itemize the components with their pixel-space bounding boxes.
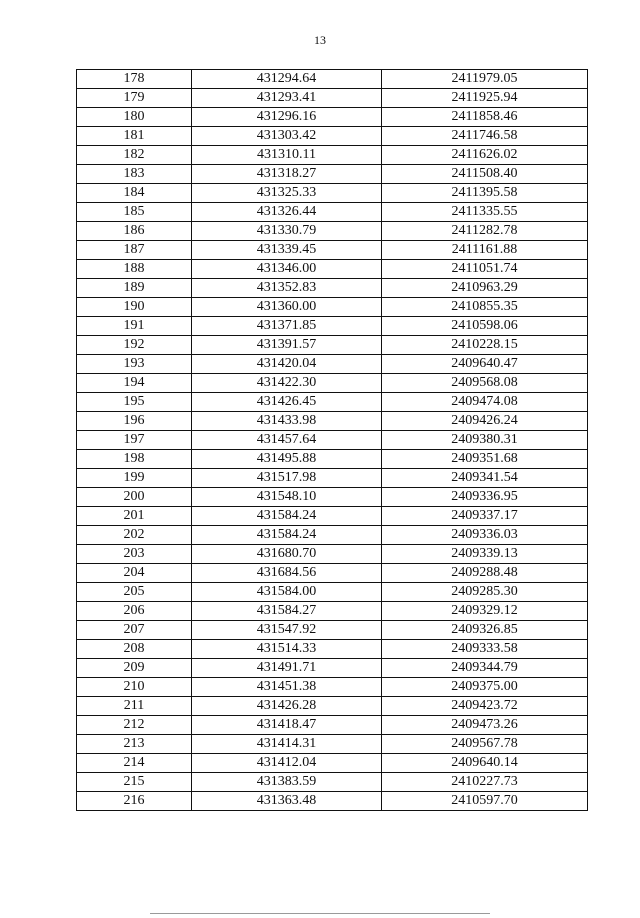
point-number-cell: 180: [77, 108, 192, 127]
table-row: [77, 754, 588, 773]
x-coordinate-cell: 431422.30: [192, 374, 382, 393]
y-coordinate-cell: 2409333.58: [382, 640, 588, 659]
point-number-cell: 214: [77, 754, 192, 773]
x-coordinate-cell: 431547.92: [192, 621, 382, 640]
point-number-cell: 209: [77, 659, 192, 678]
x-coordinate-cell: 431684.56: [192, 564, 382, 583]
x-coordinate-cell: 431433.98: [192, 412, 382, 431]
y-coordinate-cell: 2409336.95: [382, 488, 588, 507]
x-coordinate-cell: 431296.16: [192, 108, 382, 127]
y-coordinate-cell: 2409351.68: [382, 450, 588, 469]
table-row: [77, 412, 588, 431]
point-number-cell: 185: [77, 203, 192, 222]
table-row: [77, 89, 588, 108]
x-coordinate-cell: 431346.00: [192, 260, 382, 279]
x-coordinate-cell: 431418.47: [192, 716, 382, 735]
point-number-cell: 216: [77, 792, 192, 811]
point-number-cell: 194: [77, 374, 192, 393]
point-number-cell: 196: [77, 412, 192, 431]
y-coordinate-cell: 2409473.26: [382, 716, 588, 735]
point-number-cell: 183: [77, 165, 192, 184]
x-coordinate-cell: 431548.10: [192, 488, 382, 507]
y-coordinate-cell: 2411395.58: [382, 184, 588, 203]
x-coordinate-cell: 431584.24: [192, 526, 382, 545]
x-coordinate-cell: 431310.11: [192, 146, 382, 165]
y-coordinate-cell: 2409568.08: [382, 374, 588, 393]
point-number-cell: 187: [77, 241, 192, 260]
table-row: [77, 621, 588, 640]
point-number-cell: 192: [77, 336, 192, 355]
table-row: [77, 317, 588, 336]
point-number-cell: 195: [77, 393, 192, 412]
x-coordinate-cell: 431584.24: [192, 507, 382, 526]
x-coordinate-cell: 431514.33: [192, 640, 382, 659]
table-row: [77, 336, 588, 355]
table-row: [77, 127, 588, 146]
table-row: [77, 146, 588, 165]
point-number-cell: 202: [77, 526, 192, 545]
x-coordinate-cell: 431680.70: [192, 545, 382, 564]
y-coordinate-cell: 2409640.47: [382, 355, 588, 374]
table-row: [77, 298, 588, 317]
point-number-cell: 199: [77, 469, 192, 488]
bottom-rule: [150, 913, 490, 914]
table-row: [77, 184, 588, 203]
point-number-cell: 207: [77, 621, 192, 640]
x-coordinate-cell: 431325.33: [192, 184, 382, 203]
point-number-cell: 205: [77, 583, 192, 602]
coordinate-table-body: [77, 70, 588, 811]
point-number-cell: 201: [77, 507, 192, 526]
y-coordinate-cell: 2409341.54: [382, 469, 588, 488]
y-coordinate-cell: 2411161.88: [382, 241, 588, 260]
y-coordinate-cell: 2409285.30: [382, 583, 588, 602]
x-coordinate-cell: 431326.44: [192, 203, 382, 222]
x-coordinate-cell: 431491.71: [192, 659, 382, 678]
x-coordinate-cell: 431352.83: [192, 279, 382, 298]
page-number: 13: [314, 33, 326, 47]
table-row: [77, 374, 588, 393]
x-coordinate-cell: 431383.59: [192, 773, 382, 792]
y-coordinate-cell: 2409426.24: [382, 412, 588, 431]
point-number-cell: 178: [77, 70, 192, 89]
table-row: [77, 355, 588, 374]
x-coordinate-cell: 431420.04: [192, 355, 382, 374]
y-coordinate-cell: 2410227.73: [382, 773, 588, 792]
x-coordinate-cell: 431414.31: [192, 735, 382, 754]
point-number-cell: 186: [77, 222, 192, 241]
point-number-cell: 198: [77, 450, 192, 469]
y-coordinate-cell: 2409567.78: [382, 735, 588, 754]
table-row: [77, 70, 588, 89]
table-row: [77, 431, 588, 450]
point-number-cell: 204: [77, 564, 192, 583]
y-coordinate-cell: 2411858.46: [382, 108, 588, 127]
table-row: [77, 488, 588, 507]
x-coordinate-cell: 431451.38: [192, 678, 382, 697]
table-row: [77, 222, 588, 241]
y-coordinate-cell: 2411335.55: [382, 203, 588, 222]
x-coordinate-cell: 431371.85: [192, 317, 382, 336]
point-number-cell: 197: [77, 431, 192, 450]
x-coordinate-cell: 431360.00: [192, 298, 382, 317]
y-coordinate-cell: 2410228.15: [382, 336, 588, 355]
y-coordinate-cell: 2411282.78: [382, 222, 588, 241]
table-row: [77, 469, 588, 488]
point-number-cell: 206: [77, 602, 192, 621]
y-coordinate-cell: 2409375.00: [382, 678, 588, 697]
x-coordinate-cell: 431293.41: [192, 89, 382, 108]
point-number-cell: 191: [77, 317, 192, 336]
point-number-cell: 210: [77, 678, 192, 697]
table-row: [77, 279, 588, 298]
table-row: [77, 260, 588, 279]
point-number-cell: 188: [77, 260, 192, 279]
y-coordinate-cell: 2410597.70: [382, 792, 588, 811]
table-row: [77, 241, 588, 260]
table-row: [77, 659, 588, 678]
y-coordinate-cell: 2410598.06: [382, 317, 588, 336]
y-coordinate-cell: 2411626.02: [382, 146, 588, 165]
y-coordinate-cell: 2409640.14: [382, 754, 588, 773]
table-row: [77, 773, 588, 792]
x-coordinate-cell: 431412.04: [192, 754, 382, 773]
point-number-cell: 208: [77, 640, 192, 659]
x-coordinate-cell: 431517.98: [192, 469, 382, 488]
y-coordinate-cell: 2409474.08: [382, 393, 588, 412]
y-coordinate-cell: 2409380.31: [382, 431, 588, 450]
y-coordinate-cell: 2409329.12: [382, 602, 588, 621]
point-number-cell: 182: [77, 146, 192, 165]
x-coordinate-cell: 431391.57: [192, 336, 382, 355]
table-row: [77, 203, 588, 222]
table-row: [77, 450, 588, 469]
y-coordinate-cell: 2411508.40: [382, 165, 588, 184]
y-coordinate-cell: 2409336.03: [382, 526, 588, 545]
coordinate-table: [76, 69, 588, 811]
x-coordinate-cell: 431584.00: [192, 583, 382, 602]
point-number-cell: 215: [77, 773, 192, 792]
y-coordinate-cell: 2409337.17: [382, 507, 588, 526]
table-row: [77, 526, 588, 545]
x-coordinate-cell: 431303.42: [192, 127, 382, 146]
point-number-cell: 211: [77, 697, 192, 716]
x-coordinate-cell: 431318.27: [192, 165, 382, 184]
table-row: [77, 545, 588, 564]
table-row: [77, 564, 588, 583]
table-row: [77, 792, 588, 811]
y-coordinate-cell: 2411051.74: [382, 260, 588, 279]
table-row: [77, 108, 588, 127]
x-coordinate-cell: 431426.45: [192, 393, 382, 412]
point-number-cell: 213: [77, 735, 192, 754]
table-row: [77, 716, 588, 735]
y-coordinate-cell: 2411925.94: [382, 89, 588, 108]
y-coordinate-cell: 2409423.72: [382, 697, 588, 716]
point-number-cell: 181: [77, 127, 192, 146]
point-number-cell: 179: [77, 89, 192, 108]
x-coordinate-cell: 431457.64: [192, 431, 382, 450]
point-number-cell: 190: [77, 298, 192, 317]
table-row: [77, 602, 588, 621]
point-number-cell: 193: [77, 355, 192, 374]
point-number-cell: 189: [77, 279, 192, 298]
point-number-cell: 184: [77, 184, 192, 203]
y-coordinate-cell: 2409339.13: [382, 545, 588, 564]
y-coordinate-cell: 2410855.35: [382, 298, 588, 317]
x-coordinate-cell: 431426.28: [192, 697, 382, 716]
point-number-cell: 203: [77, 545, 192, 564]
y-coordinate-cell: 2411746.58: [382, 127, 588, 146]
table-row: [77, 165, 588, 184]
y-coordinate-cell: 2410963.29: [382, 279, 588, 298]
y-coordinate-cell: 2409326.85: [382, 621, 588, 640]
x-coordinate-cell: 431363.48: [192, 792, 382, 811]
y-coordinate-cell: 2411979.05: [382, 70, 588, 89]
y-coordinate-cell: 2409344.79: [382, 659, 588, 678]
y-coordinate-cell: 2409288.48: [382, 564, 588, 583]
table-row: [77, 735, 588, 754]
table-row: [77, 697, 588, 716]
table-row: [77, 583, 588, 602]
point-number-cell: 212: [77, 716, 192, 735]
x-coordinate-cell: 431294.64: [192, 70, 382, 89]
point-number-cell: 200: [77, 488, 192, 507]
table-row: [77, 507, 588, 526]
table-row: [77, 640, 588, 659]
x-coordinate-cell: 431339.45: [192, 241, 382, 260]
table-row: [77, 393, 588, 412]
x-coordinate-cell: 431495.88: [192, 450, 382, 469]
x-coordinate-cell: 431330.79: [192, 222, 382, 241]
table-row: [77, 678, 588, 697]
x-coordinate-cell: 431584.27: [192, 602, 382, 621]
